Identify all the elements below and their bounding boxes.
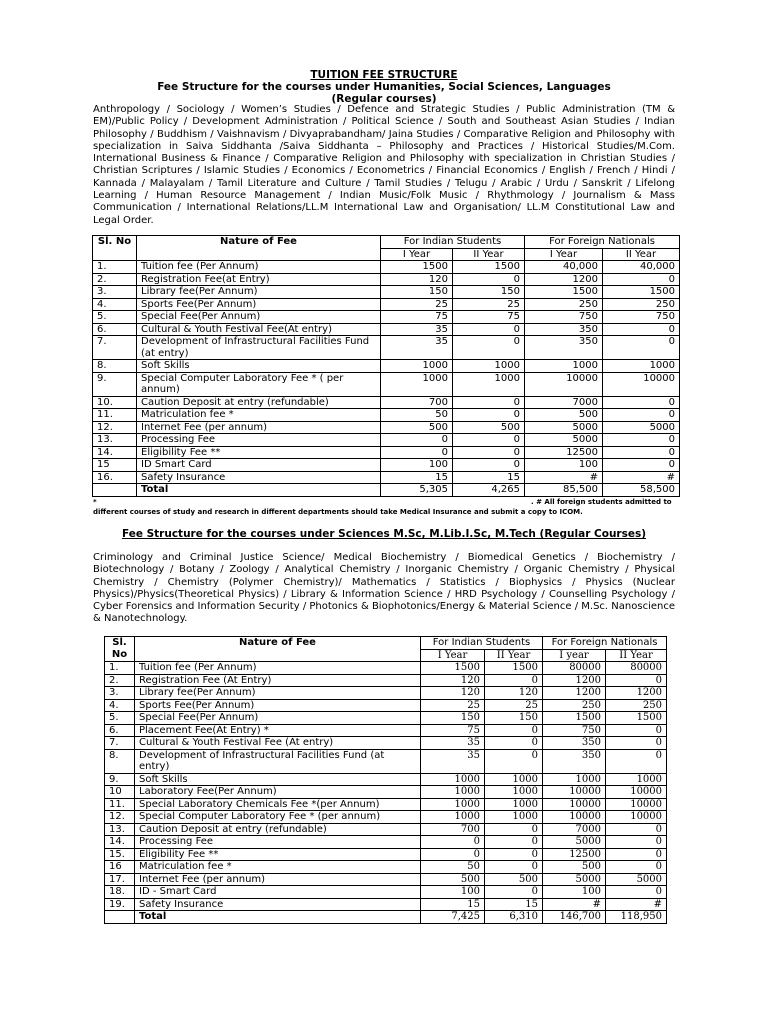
fee-name-cell: Special Fee(Per Annum) bbox=[137, 311, 381, 324]
foreign-year2-cell: 0 bbox=[603, 459, 680, 472]
indian-year2-cell: 0 bbox=[453, 396, 525, 409]
foreign-year2-cell: 0 bbox=[606, 724, 667, 737]
fee-row bbox=[93, 446, 680, 459]
fee-name-cell: Internet Fee (per annum) bbox=[135, 873, 421, 886]
fee-name-cell: Total bbox=[135, 911, 421, 924]
foreign-year1-cell: 12500 bbox=[543, 848, 606, 861]
col-header-foreign-year2: II Year bbox=[603, 248, 680, 261]
fee-row bbox=[105, 823, 667, 836]
fee-row bbox=[93, 286, 680, 299]
foreign-year1-cell: 1500 bbox=[543, 712, 606, 725]
foreign-year2-cell: 10000 bbox=[606, 786, 667, 799]
indian-year2-cell: 1000 bbox=[485, 798, 543, 811]
sl-no-cell: 19. bbox=[105, 898, 135, 911]
indian-year1-cell: 35 bbox=[381, 323, 453, 336]
sl-no-cell: 3. bbox=[105, 687, 135, 700]
indian-year2-cell: 0 bbox=[453, 459, 525, 472]
fee-name-cell: Eligibility Fee ** bbox=[135, 848, 421, 861]
sl-no-cell: 2. bbox=[93, 273, 137, 286]
col-header-foreign-nationals: For Foreign Nationals bbox=[543, 637, 667, 650]
foreign-year2-cell: 80000 bbox=[606, 662, 667, 675]
foreign-year2-cell: 0 bbox=[603, 434, 680, 447]
sl-no-cell: 6. bbox=[105, 724, 135, 737]
indian-year2-cell: 1500 bbox=[485, 662, 543, 675]
sl-no-cell: 16. bbox=[93, 471, 137, 484]
col-header-nature-of-fee: Nature of Fee bbox=[137, 236, 381, 261]
indian-year2-cell: 0 bbox=[485, 749, 543, 773]
indian-year2-cell: 75 bbox=[453, 311, 525, 324]
indian-year1-cell: 75 bbox=[381, 311, 453, 324]
foreign-year2-cell: 1500 bbox=[603, 286, 680, 299]
indian-year1-cell: 500 bbox=[421, 873, 485, 886]
indian-year2-cell: 120 bbox=[485, 687, 543, 700]
science-section-title: Fee Structure for the courses under Sciences M.Sc, M.Lib.I.Sc, M.Tech (Regular Courses) bbox=[121, 528, 647, 540]
foreign-year2-cell: 40,000 bbox=[603, 261, 680, 274]
fee-name-cell: Library fee(Per Annum) bbox=[137, 286, 381, 299]
foreign-year2-cell: 0 bbox=[603, 409, 680, 422]
fee-name-cell: Matriculation fee * bbox=[137, 409, 381, 422]
foreign-year2-cell: 0 bbox=[606, 823, 667, 836]
foreign-year1-cell: 250 bbox=[525, 298, 603, 311]
fee-row bbox=[93, 459, 680, 472]
fee-name-cell: Eligibility Fee ** bbox=[137, 446, 381, 459]
indian-year1-cell: 25 bbox=[381, 298, 453, 311]
indian-year2-cell: 0 bbox=[485, 674, 543, 687]
col-header-foreign-year1: I Year bbox=[525, 248, 603, 261]
indian-year1-cell: 1000 bbox=[381, 372, 453, 396]
fee-name-cell: Tuition fee (Per Annum) bbox=[135, 662, 421, 675]
fee-row bbox=[93, 336, 680, 360]
fee-row bbox=[93, 323, 680, 336]
indian-year1-cell: 25 bbox=[421, 699, 485, 712]
total-row bbox=[93, 484, 680, 497]
fee-row bbox=[93, 298, 680, 311]
indian-year2-cell: 150 bbox=[453, 286, 525, 299]
indian-year1-cell: 15 bbox=[421, 898, 485, 911]
foreign-year1-cell: 500 bbox=[543, 861, 606, 874]
foreign-year1-cell: 10000 bbox=[543, 811, 606, 824]
col-header-indian-year2: II Year bbox=[453, 248, 525, 261]
indian-year2-cell: 4,265 bbox=[453, 484, 525, 497]
sl-no-cell: 1. bbox=[105, 662, 135, 675]
foreign-year2-cell: 0 bbox=[603, 273, 680, 286]
fee-row bbox=[105, 786, 667, 799]
indian-year1-cell: 7,425 bbox=[421, 911, 485, 924]
col-header-foreign-year2: II Year bbox=[606, 649, 667, 662]
indian-year2-cell: 0 bbox=[485, 886, 543, 899]
fee-name-cell: Special Laboratory Chemicals Fee *(per Annum) bbox=[135, 798, 421, 811]
fee-name-cell: Internet Fee (per annum) bbox=[137, 421, 381, 434]
fee-row bbox=[105, 699, 667, 712]
foreign-year1-cell: 5000 bbox=[525, 434, 603, 447]
fee-name-cell: Cultural & Youth Festival Fee(At entry) bbox=[137, 323, 381, 336]
foreign-year1-cell: 5000 bbox=[525, 421, 603, 434]
indian-year2-cell: 0 bbox=[485, 724, 543, 737]
foreign-year2-cell: 10000 bbox=[603, 372, 680, 396]
fee-name-cell: Tuition fee (Per Annum) bbox=[137, 261, 381, 274]
foreign-year1-cell: 7000 bbox=[525, 396, 603, 409]
fee-name-cell: Registration Fee(at Entry) bbox=[137, 273, 381, 286]
fee-name-cell: Soft Skills bbox=[137, 360, 381, 373]
sl-no-cell: 17. bbox=[105, 873, 135, 886]
sl-no-cell: 13. bbox=[93, 434, 137, 447]
indian-year1-cell: 100 bbox=[421, 886, 485, 899]
fee-name-cell: Special Fee(Per Annum) bbox=[135, 712, 421, 725]
sl-no-cell: 5. bbox=[93, 311, 137, 324]
fee-row bbox=[105, 724, 667, 737]
col-header-indian-year1: I Year bbox=[381, 248, 453, 261]
sl-no-cell: 4. bbox=[93, 298, 137, 311]
indian-year2-cell: 150 bbox=[485, 712, 543, 725]
fee-name-cell: Development of Infrastructural Facilities Fund (at entry) bbox=[137, 336, 381, 360]
fee-row bbox=[93, 360, 680, 373]
foreign-year2-cell: 5000 bbox=[603, 421, 680, 434]
indian-year2-cell: 500 bbox=[453, 421, 525, 434]
foreign-year1-cell: 40,000 bbox=[525, 261, 603, 274]
fee-row bbox=[93, 471, 680, 484]
indian-year1-cell: 0 bbox=[381, 434, 453, 447]
indian-year2-cell: 0 bbox=[453, 323, 525, 336]
foreign-year1-cell: 12500 bbox=[525, 446, 603, 459]
indian-year1-cell: 700 bbox=[381, 396, 453, 409]
regular-courses-label: (Regular courses) bbox=[331, 93, 437, 105]
fee-name-cell: Soft Skills bbox=[135, 773, 421, 786]
foreign-year1-cell: # bbox=[543, 898, 606, 911]
col-header-sl-no: Sl. No bbox=[105, 637, 135, 662]
foreign-year2-cell: # bbox=[606, 898, 667, 911]
fee-row bbox=[105, 712, 667, 725]
fee-row bbox=[105, 687, 667, 700]
fee-row bbox=[105, 749, 667, 773]
fee-row bbox=[93, 421, 680, 434]
sl-no-cell: 8. bbox=[93, 360, 137, 373]
indian-year1-cell: 1000 bbox=[421, 811, 485, 824]
indian-year1-cell: 35 bbox=[421, 737, 485, 750]
fee-name-cell: Registration Fee (At Entry) bbox=[135, 674, 421, 687]
fee-name-cell: Special Computer Laboratory Fee * (per annum) bbox=[135, 811, 421, 824]
col-header-indian-year1: I Year bbox=[421, 649, 485, 662]
foreign-year1-cell: 1000 bbox=[525, 360, 603, 373]
indian-year1-cell: 1500 bbox=[381, 261, 453, 274]
fee-name-cell: Development of Infrastructural Facilities Fund (at entry) bbox=[135, 749, 421, 773]
fee-row bbox=[93, 311, 680, 324]
foreign-year1-cell: 5000 bbox=[543, 873, 606, 886]
foreign-year2-cell: 0 bbox=[606, 848, 667, 861]
fee-name-cell: Special Computer Laboratory Fee * ( per annum) bbox=[137, 372, 381, 396]
indian-year1-cell: 35 bbox=[381, 336, 453, 360]
sl-no-cell: 14. bbox=[105, 836, 135, 849]
sl-no-cell: 9. bbox=[105, 773, 135, 786]
indian-year2-cell: 0 bbox=[485, 861, 543, 874]
indian-year1-cell: 15 bbox=[381, 471, 453, 484]
indian-year2-cell: 0 bbox=[453, 409, 525, 422]
fee-name-cell: Total bbox=[137, 484, 381, 497]
foreign-year1-cell: 1200 bbox=[543, 687, 606, 700]
fee-row bbox=[105, 886, 667, 899]
indian-year2-cell: 1000 bbox=[453, 372, 525, 396]
indian-year2-cell: 6,310 bbox=[485, 911, 543, 924]
indian-year2-cell: 1500 bbox=[453, 261, 525, 274]
foreign-year2-cell: 250 bbox=[606, 699, 667, 712]
indian-year1-cell: 1000 bbox=[421, 773, 485, 786]
col-header-nature-of-fee: Nature of Fee bbox=[135, 637, 421, 662]
foreign-year2-cell: 0 bbox=[606, 674, 667, 687]
indian-year2-cell: 0 bbox=[453, 336, 525, 360]
indian-year2-cell: 25 bbox=[485, 699, 543, 712]
sl-no-cell: 12. bbox=[93, 421, 137, 434]
indian-year1-cell: 150 bbox=[381, 286, 453, 299]
indian-year1-cell: 120 bbox=[421, 674, 485, 687]
foreign-year2-cell: 0 bbox=[606, 861, 667, 874]
foreign-year2-cell: 10000 bbox=[606, 811, 667, 824]
indian-year2-cell: 0 bbox=[485, 737, 543, 750]
indian-year1-cell: 120 bbox=[421, 687, 485, 700]
fee-name-cell: Processing Fee bbox=[137, 434, 381, 447]
foreign-year1-cell: 85,500 bbox=[525, 484, 603, 497]
foreign-year1-cell: 750 bbox=[543, 724, 606, 737]
foreign-year2-cell: 750 bbox=[603, 311, 680, 324]
science-fee-rows bbox=[105, 662, 667, 924]
indian-year1-cell: 1000 bbox=[421, 786, 485, 799]
indian-year1-cell: 35 bbox=[421, 749, 485, 773]
fee-row bbox=[105, 811, 667, 824]
foreign-year1-cell: 1200 bbox=[543, 674, 606, 687]
sl-no-cell: 2. bbox=[105, 674, 135, 687]
indian-year2-cell: 15 bbox=[453, 471, 525, 484]
fee-name-cell: Library fee(Per Annum) bbox=[135, 687, 421, 700]
foreign-year1-cell: 250 bbox=[543, 699, 606, 712]
col-header-indian-students: For Indian Students bbox=[421, 637, 543, 650]
indian-year2-cell: 0 bbox=[453, 446, 525, 459]
indian-year1-cell: 120 bbox=[381, 273, 453, 286]
fee-name-cell: ID Smart Card bbox=[137, 459, 381, 472]
sl-no-cell: 3. bbox=[93, 286, 137, 299]
fee-name-cell: Safety Insurance bbox=[135, 898, 421, 911]
foreign-year1-cell: 1500 bbox=[525, 286, 603, 299]
indian-year2-cell: 25 bbox=[453, 298, 525, 311]
fee-row bbox=[105, 674, 667, 687]
fee-row bbox=[105, 898, 667, 911]
col-header-indian-students: For Indian Students bbox=[381, 236, 525, 249]
sl-no-cell: 18. bbox=[105, 886, 135, 899]
sl-no-cell bbox=[93, 484, 137, 497]
indian-year2-cell: 1000 bbox=[453, 360, 525, 373]
fee-name-cell: ID - Smart Card bbox=[135, 886, 421, 899]
science-course-list: Criminology and Criminal Justice Science/ Medical Biochemistry / Biomedical Genetics / Biochemistry / Biotechnology / Botany / Zoology / Analytical Chemistry / Inorganic Chemistry / Organic Chemistry / Physical Chemistry / Chemistry (Polymer Chemistry)/ Mathematics / Statistics / Biophysics / Physics (Nuclear Physics)/Physics(Theoretical Physics) / Library & Information Science / HRD Psychology / Counselling Psychology / Cyber Forensics and Information Security / Photonics & Biophotonics/Energy & Material Science / M.Sc. Nanoscience & Nanotechnology. bbox=[93, 552, 675, 625]
indian-year1-cell: 0 bbox=[381, 446, 453, 459]
fee-row bbox=[105, 798, 667, 811]
indian-year1-cell: 1500 bbox=[421, 662, 485, 675]
foreign-year1-cell: 750 bbox=[525, 311, 603, 324]
foreign-year2-cell: 0 bbox=[603, 446, 680, 459]
foreign-year2-cell: 58,500 bbox=[603, 484, 680, 497]
indian-year1-cell: 100 bbox=[381, 459, 453, 472]
col-header-foreign-nationals: For Foreign Nationals bbox=[525, 236, 680, 249]
foreign-year1-cell: 5000 bbox=[543, 836, 606, 849]
indian-year2-cell: 1000 bbox=[485, 773, 543, 786]
sl-no-cell bbox=[105, 911, 135, 924]
indian-year1-cell: 1000 bbox=[421, 798, 485, 811]
foreign-year1-cell: 350 bbox=[525, 323, 603, 336]
indian-year1-cell: 0 bbox=[421, 836, 485, 849]
foreign-year1-cell: 10000 bbox=[543, 798, 606, 811]
fee-row bbox=[105, 662, 667, 675]
indian-year1-cell: 5,305 bbox=[381, 484, 453, 497]
foreign-year2-cell: 1000 bbox=[603, 360, 680, 373]
sl-no-cell: 1. bbox=[93, 261, 137, 274]
fee-row bbox=[105, 836, 667, 849]
foreign-year2-cell: 0 bbox=[606, 749, 667, 773]
fee-name-cell: Cultural & Youth Festival Fee (At entry) bbox=[135, 737, 421, 750]
indian-year1-cell: 500 bbox=[381, 421, 453, 434]
foreign-year1-cell: 350 bbox=[543, 737, 606, 750]
sl-no-cell: 8. bbox=[105, 749, 135, 773]
foreign-year2-cell: 5000 bbox=[606, 873, 667, 886]
foreign-year1-cell: 7000 bbox=[543, 823, 606, 836]
foreign-year2-cell: 1500 bbox=[606, 712, 667, 725]
foreign-year1-cell: 500 bbox=[525, 409, 603, 422]
document-title: TUITION FEE STRUCTURE bbox=[310, 69, 458, 81]
indian-year2-cell: 500 bbox=[485, 873, 543, 886]
foreign-year1-cell: 1200 bbox=[525, 273, 603, 286]
foreign-year2-cell: 0 bbox=[606, 737, 667, 750]
indian-year1-cell: 50 bbox=[381, 409, 453, 422]
note-line: different courses of study and research in different departments should take Medical Insurance and submit a copy to ICOM. bbox=[93, 508, 583, 516]
fee-row bbox=[93, 273, 680, 286]
foreign-year1-cell: 1000 bbox=[543, 773, 606, 786]
humanities-course-list: Anthropology / Sociology / Women’s Studies / Defence and Strategic Studies / Public Administration (TM & EM)/Public Policy / Development Administration / Political Science / South and Southeast Asian Studies / Indian Philosophy / Buddhism / Vaishnavism / Divyaprabandham/ Jaina Studies / Comparative Religion and Philosophy with specialization in Saiva Siddhanta /Saiva Siddhanta – Philosophy and Practices / Historical Studies/M.Com. International Business & Finance / Comparative Religion and Philosophy with specialization in Christian Studies / Christian Scriptures / Islamic Studies / Economics / Econometrics / Financial Economics / English / French / Hindi / Kannada / Malayalam / Tamil Literature and Culture / Tamil Studies / Telugu / Arabic / Urdu / Sanskrit / Lifelong Learning / Human Resource Management / Indian Music/Folk Music / Rhythmology / Journalism & Mass Communication / International Relations/LL.M International Law and Organisation/ LL.M Constitutional Law and Legal Order. bbox=[93, 104, 675, 226]
sl-no-cell: 11. bbox=[93, 409, 137, 422]
indian-year2-cell: 0 bbox=[485, 836, 543, 849]
foreign-year1-cell: 146,700 bbox=[543, 911, 606, 924]
foreign-year2-cell: 0 bbox=[603, 336, 680, 360]
fee-row bbox=[105, 861, 667, 874]
indian-year1-cell: 0 bbox=[421, 848, 485, 861]
foreign-year2-cell: 1000 bbox=[606, 773, 667, 786]
fee-row bbox=[105, 848, 667, 861]
foreign-year1-cell: 100 bbox=[525, 459, 603, 472]
col-header-foreign-year1: I year bbox=[543, 649, 606, 662]
indian-year1-cell: 1000 bbox=[381, 360, 453, 373]
fee-row bbox=[93, 409, 680, 422]
foreign-year1-cell: # bbox=[525, 471, 603, 484]
indian-year2-cell: 0 bbox=[485, 848, 543, 861]
fee-row bbox=[93, 372, 680, 396]
document-subtitle: Fee Structure for the courses under Humanities, Social Sciences, Languages bbox=[157, 81, 611, 93]
foreign-year1-cell: 10000 bbox=[525, 372, 603, 396]
indian-year2-cell: 15 bbox=[485, 898, 543, 911]
fee-name-cell: Matriculation fee * bbox=[135, 861, 421, 874]
col-header-sl-no: Sl. No bbox=[93, 236, 137, 261]
fee-row bbox=[93, 396, 680, 409]
total-row bbox=[105, 911, 667, 924]
foreign-year2-cell: # bbox=[603, 471, 680, 484]
foreign-year1-cell: 350 bbox=[543, 749, 606, 773]
fee-row bbox=[105, 873, 667, 886]
sl-no-cell: 13. bbox=[105, 823, 135, 836]
indian-year2-cell: 0 bbox=[453, 434, 525, 447]
science-fee-table bbox=[104, 636, 667, 924]
sl-no-cell: 10 bbox=[105, 786, 135, 799]
sl-no-cell: 4. bbox=[105, 699, 135, 712]
sl-no-cell: 9. bbox=[93, 372, 137, 396]
foreign-year2-cell: 1200 bbox=[606, 687, 667, 700]
fee-name-cell: Processing Fee bbox=[135, 836, 421, 849]
sl-no-cell: 14. bbox=[93, 446, 137, 459]
note-right-text: . # All foreign students admitted to bbox=[531, 498, 672, 506]
foreign-year1-cell: 10000 bbox=[543, 786, 606, 799]
fee-name-cell: Caution Deposit at entry (refundable) bbox=[135, 823, 421, 836]
fee-row bbox=[105, 737, 667, 750]
foreign-year2-cell: 0 bbox=[603, 323, 680, 336]
col-header-indian-year2: II Year bbox=[485, 649, 543, 662]
foreign-year2-cell: 250 bbox=[603, 298, 680, 311]
sl-no-cell: 7. bbox=[93, 336, 137, 360]
foreign-year1-cell: 80000 bbox=[543, 662, 606, 675]
sl-no-cell: 7. bbox=[105, 737, 135, 750]
indian-year1-cell: 150 bbox=[421, 712, 485, 725]
sl-no-cell: 6. bbox=[93, 323, 137, 336]
indian-year2-cell: 1000 bbox=[485, 786, 543, 799]
fee-row bbox=[105, 773, 667, 786]
indian-year2-cell: 1000 bbox=[485, 811, 543, 824]
sl-no-cell: 15 bbox=[93, 459, 137, 472]
foreign-year2-cell: 0 bbox=[606, 886, 667, 899]
foreign-year1-cell: 350 bbox=[525, 336, 603, 360]
foreign-year2-cell: 0 bbox=[603, 396, 680, 409]
sl-no-cell: 15. bbox=[105, 848, 135, 861]
fee-name-cell: Sports Fee(Per Annum) bbox=[135, 699, 421, 712]
sl-no-cell: 12. bbox=[105, 811, 135, 824]
indian-year2-cell: 0 bbox=[485, 823, 543, 836]
foreign-year2-cell: 10000 bbox=[606, 798, 667, 811]
note-star: * bbox=[93, 498, 97, 506]
fee-name-cell: Caution Deposit at entry (refundable) bbox=[137, 396, 381, 409]
indian-year1-cell: 75 bbox=[421, 724, 485, 737]
foreign-year2-cell: 118,950 bbox=[606, 911, 667, 924]
fee-row bbox=[93, 434, 680, 447]
sl-no-cell: 10. bbox=[93, 396, 137, 409]
fee-name-cell: Laboratory Fee(Per Annum) bbox=[135, 786, 421, 799]
fee-name-cell: Safety Insurance bbox=[137, 471, 381, 484]
foreign-year2-cell: 0 bbox=[606, 836, 667, 849]
sl-no-cell: 16 bbox=[105, 861, 135, 874]
fee-row bbox=[93, 261, 680, 274]
foreign-year1-cell: 100 bbox=[543, 886, 606, 899]
humanities-fee-rows bbox=[93, 261, 680, 497]
humanities-fee-table bbox=[92, 235, 680, 497]
sl-no-cell: 11. bbox=[105, 798, 135, 811]
sl-no-cell: 5. bbox=[105, 712, 135, 725]
indian-year2-cell: 0 bbox=[453, 273, 525, 286]
fee-name-cell: Placement Fee(At Entry) * bbox=[135, 724, 421, 737]
indian-year1-cell: 700 bbox=[421, 823, 485, 836]
indian-year1-cell: 50 bbox=[421, 861, 485, 874]
fee-name-cell: Sports Fee(Per Annum) bbox=[137, 298, 381, 311]
